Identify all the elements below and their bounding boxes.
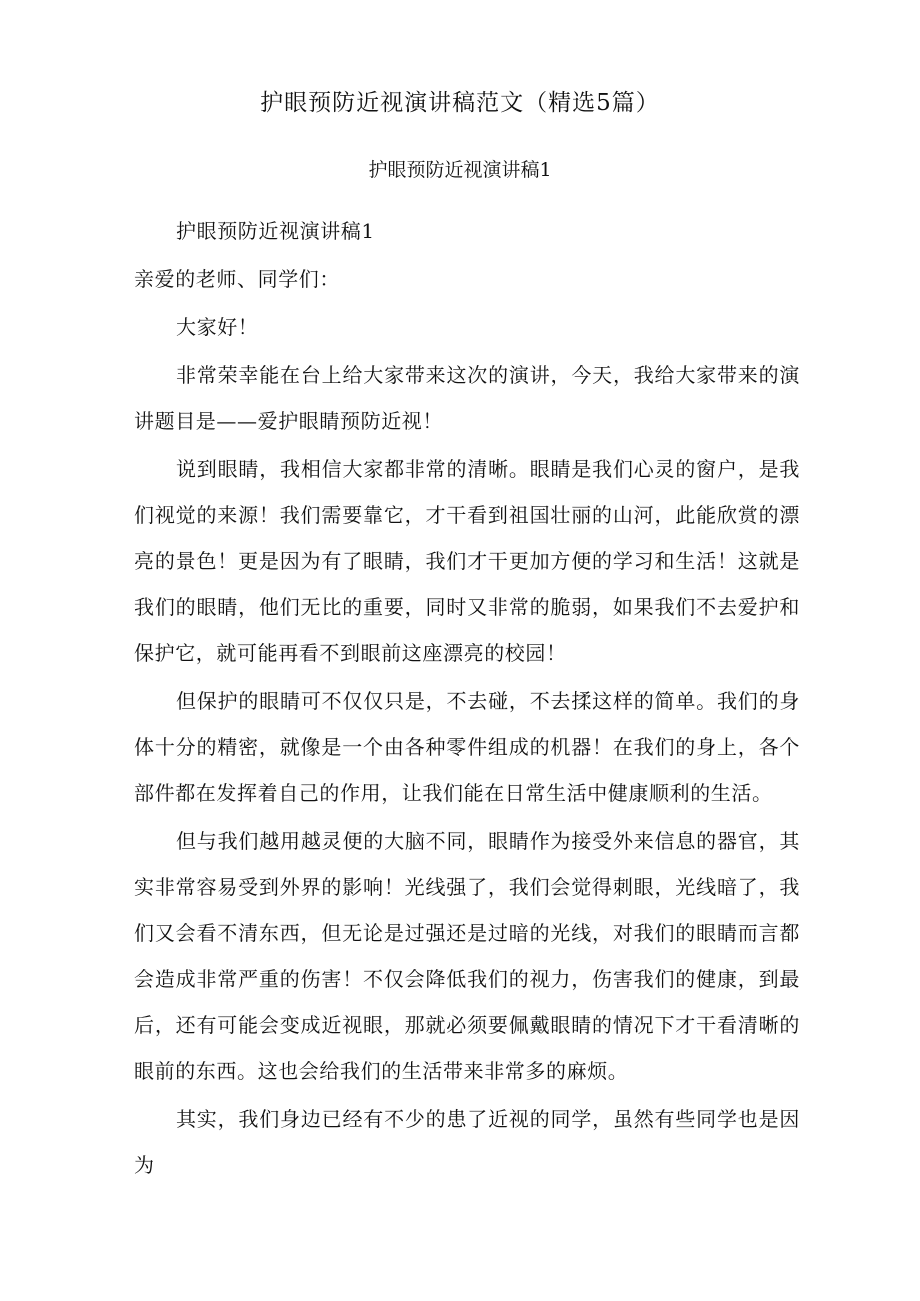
paragraph: 但与我们越用越灵便的大脑不同，眼睛作为接受外来信息的器官，其实非常容易受到外界的影响！光线强了，我们会觉得刺眼，光线暗了，我们又会看不清东西，但无论是过强还是过暗的光线，对我们的眼睛而言都会造成非常严重的伤害！不仅会降低我们的视力，伤害我们的健康，到最后，还有可能会变成近视眼，那就必须要佩戴眼睛的情况下才干看清晰的眼前的东西。这也会给我们的生活带来非常多的麻烦。 [134,829,800,1083]
paragraph: 其实，我们身边已经有不少的患了近视的同学，虽然有些同学也是因为 [134,1107,800,1177]
document-body [134,208,800,1190]
paragraph-heading: 护眼预防近视演讲稿1 [176,219,375,243]
paragraph: 说到眼睛，我相信大家都非常的清晰。眼睛是我们心灵的窗户，是我们视觉的来源！我们需要靠它，才干看到祖国壮丽的山河，此能欣赏的漂亮的景色！更是因为有了眼睛，我们才干更加方便的学习和生活！这就是我们的眼睛，他们无比的重要，同时又非常的脆弱，如果我们不去爱护和保护它，就可能再看不到眼前这座漂亮的校园！ [134,457,800,665]
paragraph-greeting: 大家好！ [176,315,259,339]
section-title: 护眼预防近视演讲稿1 [368,159,552,181]
paragraph: 非常荣幸能在台上给大家带来这次的演讲，今天，我给大家带来的演讲题目是——爱护眼睛预防近视！ [134,363,800,433]
document-title: 护眼预防近视演讲稿范文（精选5篇） [260,90,660,116]
paragraph-salutation: 亲爱的老师、同学们： [134,267,340,291]
paragraph: 但保护的眼睛可不仅仅只是，不去碰，不去揉这样的简单。我们的身体十分的精密，就像是一个由各种零件组成的机器！在我们的身上，各个部件都在发挥着自己的作用，让我们能在日常生活中健康顺利的生活。 [134,689,800,805]
